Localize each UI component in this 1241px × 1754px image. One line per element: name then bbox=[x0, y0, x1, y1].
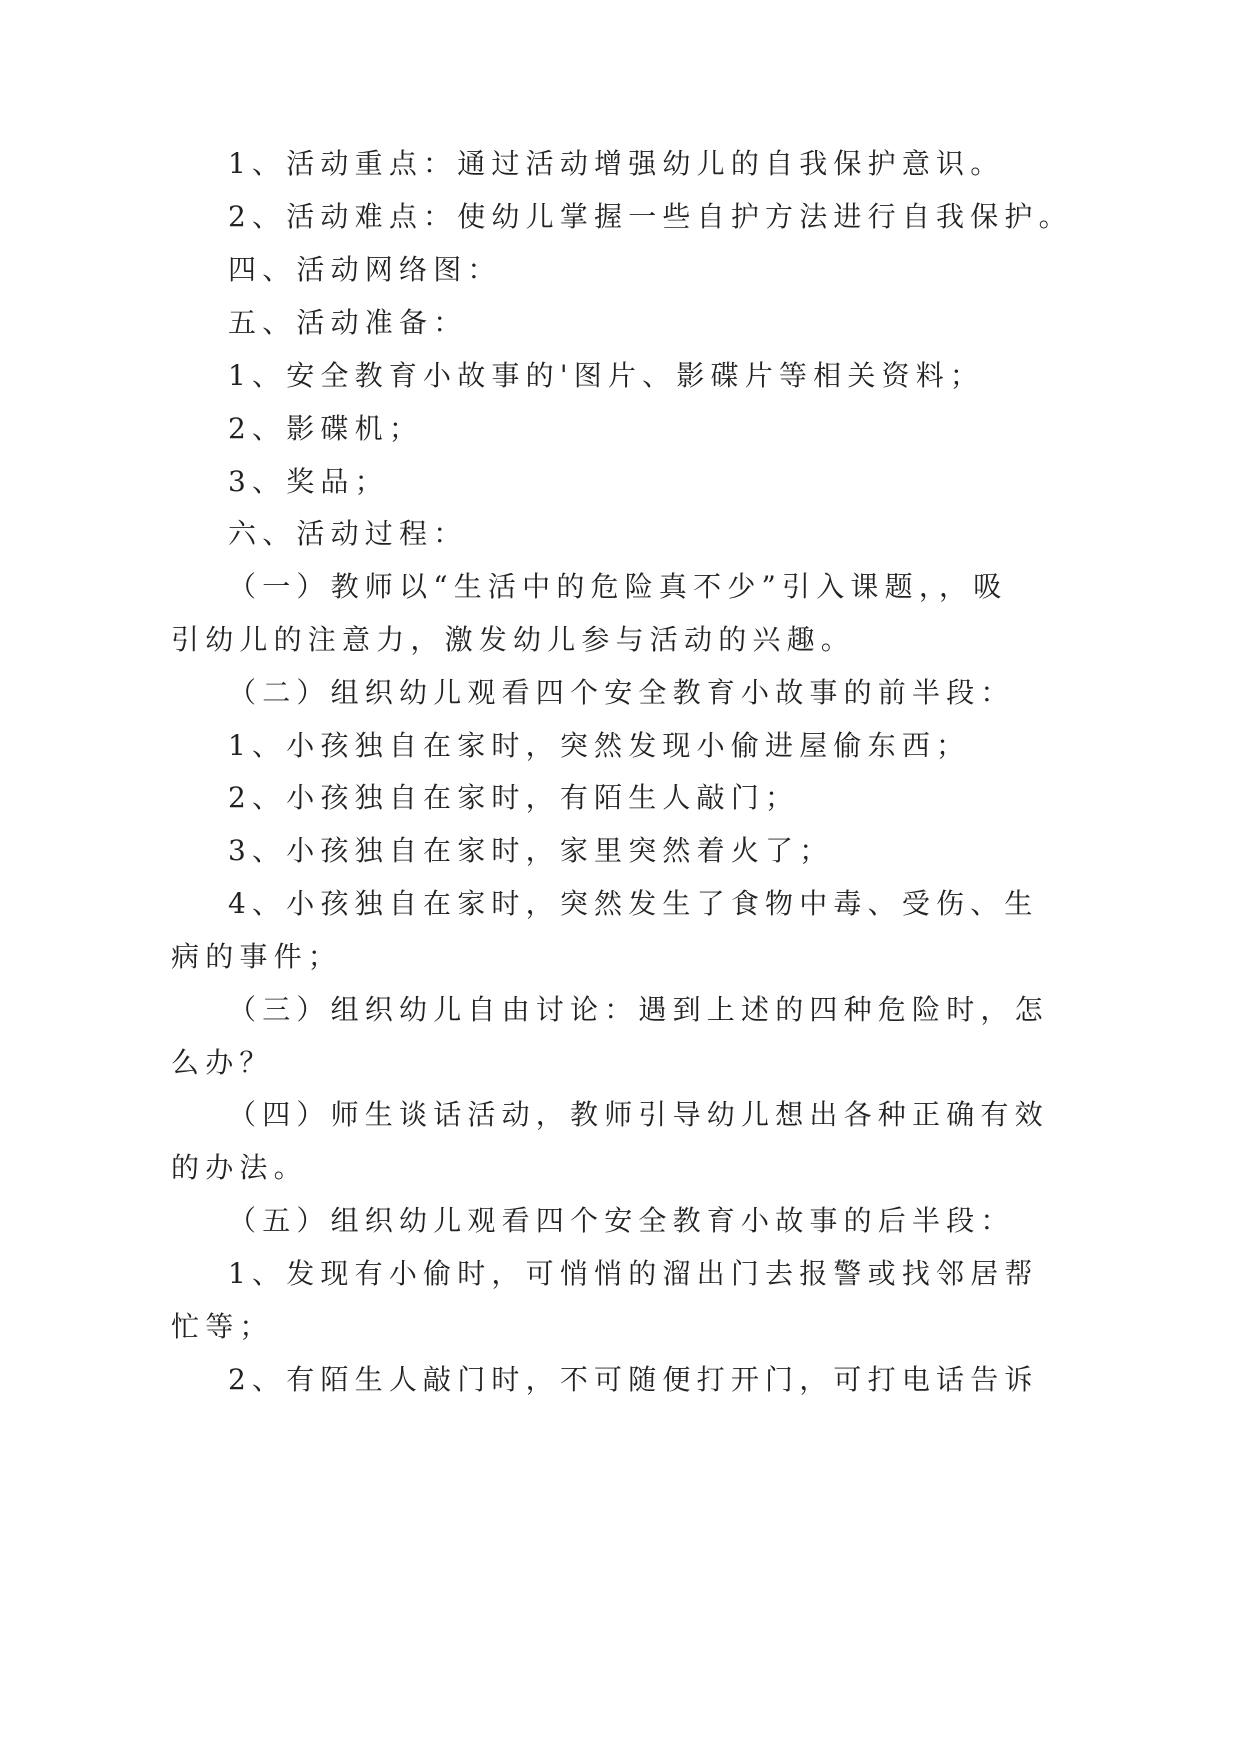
text-line: （三）组织幼儿自由讨论：遇到上述的四种危险时，怎 bbox=[228, 993, 1049, 1026]
text-line: 4、小孩独自在家时，突然发生了食物中毒、受伤、生 bbox=[228, 887, 1039, 920]
text-line: 3、奖品； bbox=[228, 465, 389, 498]
text-line: 2、小孩独自在家时，有陌生人敲门； bbox=[228, 781, 800, 814]
text-line: 2、活动难点：使幼儿掌握一些自护方法进行自我保护。 bbox=[228, 200, 1073, 233]
text-line: 2、有陌生人敲门时，不可随便打开门，可打电话告诉 bbox=[228, 1363, 1039, 1396]
text-line: （四）师生谈话活动，教师引导幼儿想出各种正确有效 bbox=[228, 1098, 1049, 1131]
text-line: 四、活动网络图： bbox=[228, 253, 502, 286]
text-line: （二）组织幼儿观看四个安全教育小故事的前半段： bbox=[228, 676, 1015, 709]
text-line: 1、发现有小偷时，可悄悄的溜出门去报警或找邻居帮 bbox=[228, 1257, 1039, 1290]
text-line: 五、活动准备： bbox=[228, 306, 468, 339]
text-line: 么办？ bbox=[171, 1046, 274, 1079]
text-line: 1、小孩独自在家时，突然发现小偷进屋偷东西； bbox=[228, 729, 971, 762]
text-line: 六、活动过程： bbox=[228, 517, 468, 550]
text-line: 引幼儿的注意力，激发幼儿参与活动的兴趣。 bbox=[171, 623, 856, 656]
text-line: 2、影碟机； bbox=[228, 412, 424, 445]
text-line: 病的事件； bbox=[171, 940, 343, 973]
text-line: 3、小孩独自在家时，家里突然着火了； bbox=[228, 834, 834, 867]
text-line: 1、安全教育小故事的'图片、影碟片等相关资料； bbox=[228, 359, 985, 392]
text-line: （五）组织幼儿观看四个安全教育小故事的后半段： bbox=[228, 1204, 1015, 1237]
text-line: （一）教师以“生活中的危险真不少”引入课题，，吸 bbox=[228, 570, 1008, 603]
text-line: 忙等； bbox=[171, 1310, 274, 1343]
text-line: 的办法。 bbox=[171, 1151, 308, 1184]
text-line: 1、活动重点：通过活动增强幼儿的自我保护意识。 bbox=[228, 147, 1005, 180]
